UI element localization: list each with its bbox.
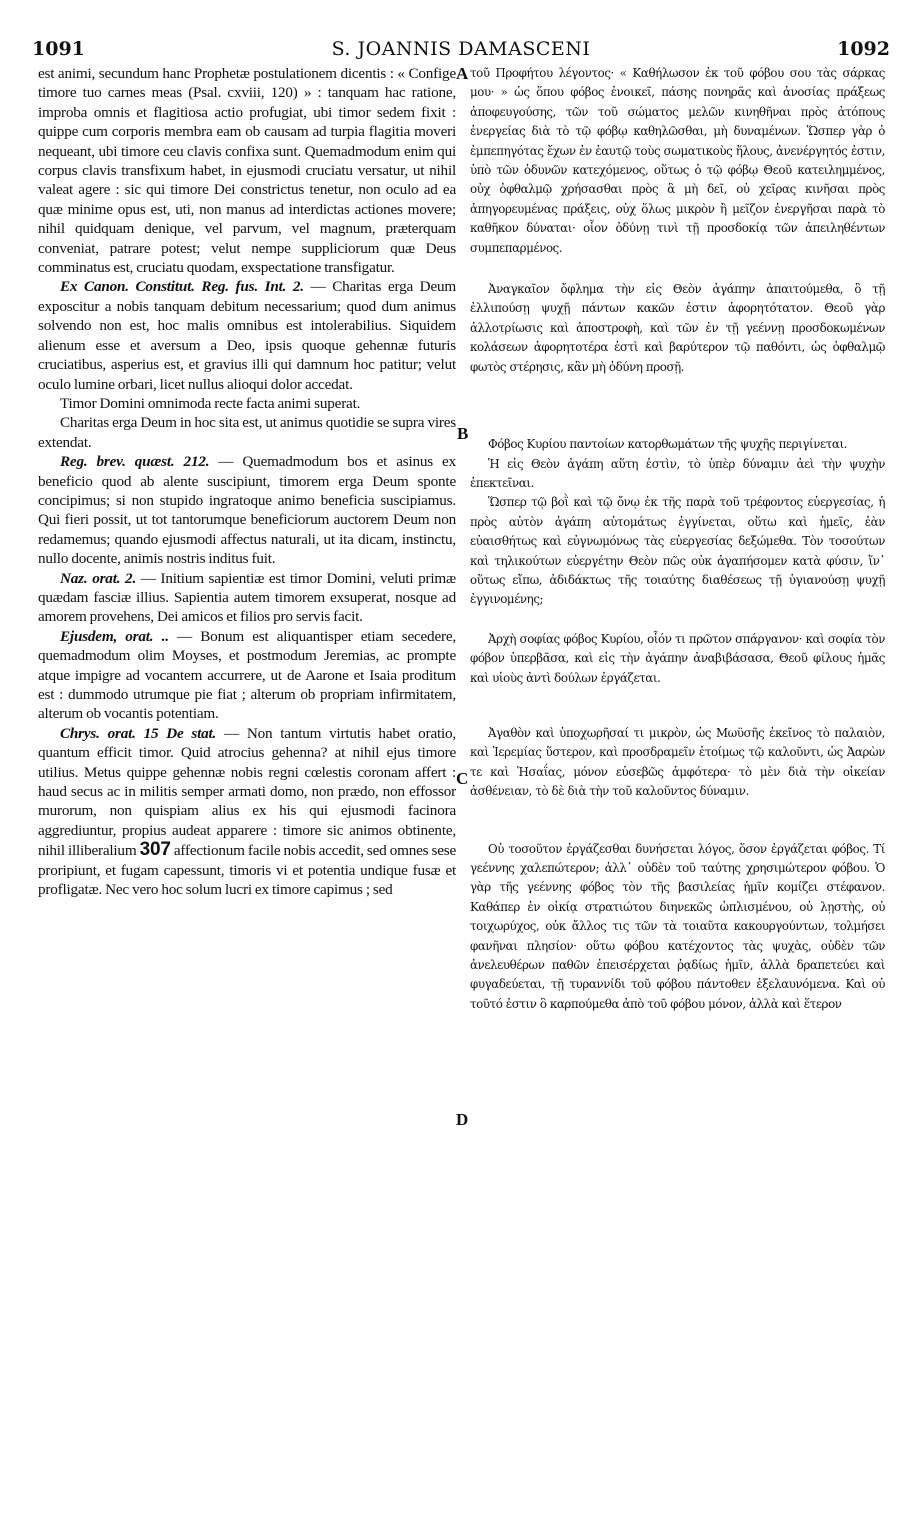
greek-paragraph: Ἀρχὴ σοφίας φόβος Κυρίου, οἷόν τι πρῶτον σπάργανον· καὶ σοφία τὸν φόβον ὑπερβᾶσα, καὶ εἰς τὴν ἀγάπην ἀναβιβάσασα, Θεοῦ φίλους ἡμᾶς καὶ υἱοὺς ἀντὶ δούλων ἐργάζεται. — [470, 631, 885, 685]
section-marker-d: D — [456, 1110, 469, 1129]
running-title: S. JOANNIS DAMASCENI — [331, 38, 591, 60]
greek-column — [470, 64, 885, 1534]
greek-paragraph: Ἀναγκαῖον ὄφλημα τὴν εἰς Θεὸν ἀγάπην ἀπαιτούμεθα, ὃ τῇ ἐλλιπούσῃ ψυχῇ πάντων κακῶν ἐστιν ἀφορητότατον. Θεοῦ γὰρ ἀλλοτρίωσις καὶ ἀποστροφὴ, καὶ τῶν ἐν τῇ γεέννῃ προσδοκωμένων κολάσεων ἀφορητοτέρα ἐστὶ καὶ βαρύτερον τῷ παθόντι, ὡς ὀφθαλμῷ φωτὸς στέρησις, κἂν μὴ ὀδύνη προσῇ. — [470, 282, 885, 374]
left-page-number: 1091 — [32, 38, 85, 60]
greek-paragraph: Οὐ τοσοῦτον ἐργάζεσθαι δυνήσεται λόγος, ὅσον ἐργάζεται φόβος. Τί γεέννης χαλεπώτερον; ἀλλ᾽ οὐδὲν τοῦ ταύτης χρησιμώτερον φόβου. Ὁ γὰρ τῆς γεέννης φόβος τὸν τῆς βασιλείας ἡμῖν κομίζει στέφανον. Καθάπερ ἐν οἰκίᾳ στρατιώτου διηνεκῶς ὡπλισμένου, οὐ λῃστὴς, οὐ τοιχωρύχος, οὐκ ἄλλος τις τῶν τὰ τοιαῦτα κακουργούντων, τολμήσει φανῆναι πλησίον· οὕτω φόβου κατέχοντος τὰς ψυχὰς, οὐδὲν τῶν ἀνελευθέρων παθῶν ἐπεισέρχεται ῥᾳδίως ἡμῖν, ἀλλὰ δραπετεύει καὶ φυγαδεύεται, τῇ τυραννίδι τοῦ φόβου πάντοθεν ἐξελαυνόμενα. Καὶ οὐ τοῦτό ἐστιν ὃ καρπούμεθα ἀπὸ τοῦ φόβου μόνον, ἀλλὰ καὶ ἕτερον — [470, 841, 885, 1011]
greek-paragraph: τοῦ Προφήτου λέγοντος· « Καθήλωσον ἐκ τοῦ φόβου σου τὰς σάρκας μου· » ὡς ὅπου φόβος ἐνοικεῖ, πάσης πονηρᾶς καὶ ἀνοσίας πράξεως ἀποφευγούσης, τῶν τοῦ σώματος μελῶν κινηθῆναι πρὸς ἀτόπους ἐνεργείας διὰ τὸ τῷ φόβῳ καθηλῶσθαι, μὴ δυναμένων. Ὥσπερ γὰρ ὁ ἐμπεπηγότας ἔχων ἐν ἑαυτῷ τοὺς σωματικοὺς ἥλους, ἀνενέργητός ἐστιν, ὑπὸ τῶν ὀδυνῶν κατεχόμενος, οὕτως ὁ τῷ φόβῳ Θεοῦ κατειλημμένος, οὐχ ὀφθαλμῷ χρήσασθαι πρὸς ἃ μὴ δεῖ, οὐ χεῖρας κινῆσαι πρὸς ἀπηγορευμένας πράξεις, οὐχ ὅλως μικρὸν ἢ μεῖζον ἐνεργῆσαι παρὰ τὸ καθῆκον δύναται· οἷον ὀδύνῃ τινὶ τῇ προσδοκίᾳ τῶν ἀπειληθέντων συμπεπαρμένος. — [470, 66, 885, 255]
latin-paragraph: Timor Domini omnimoda recte facta animi superat. — [60, 394, 361, 412]
latin-paragraph: Chrys. orat. 15 De stat. — Non tantum virtutis habet oratio, quantum efficit timor. Quid atrocius gehenna? at nihil ejus timore utilius. Metus quippe gehennæ nobis regni cœlestis coronam affert : haud secus ac in militis semper armati domo, non prædo, non effossor murorum, non quispiam alius ex his qui ejusmodi facinora aggrediuntur, propius audeat apparere : timore sic animos obtinente, nihil illiberalium 307 affectionum facile nobis accedit, sed omnes sese proripiunt, et fugam capessunt, timoris vi et potentia undique fusæ et profligatæ. Nec vero hoc solum lucri ex timore capimus ; sed — [38, 724, 456, 899]
section-marker-b: B — [457, 424, 469, 443]
latin-paragraph: Ex Canon. Constitut. Reg. fus. Int. 2. — Charitas erga Deum exposcitur a nobis tanquam debitum necessarium; quod dum animus solvendo non est, hoc malis omnibus est intolerabilius. Siquidem alienum esse et aversum a Deo, ipsis quoque gehennæ futuris cruciatibus, asperius est, et gravius illi qui damnum hoc patitur; velut oculo lumine orbari, licet nullus alioqui dolor accedat. — [38, 278, 456, 393]
greek-paragraph: Φόβος Κυρίου παντοίων κατορθωμάτων τῆς ψυχῆς περιγίνεται. — [488, 437, 848, 452]
source-citation: Chrys. orat. 15 De stat. — [60, 724, 217, 742]
greek-paragraph: Ἀγαθὸν καὶ ὑποχωρῆσαί τι μικρὸν, ὡς Μωϋσῆς ἐκεῖνος τὸ παλαιὸν, καὶ Ἱερεμίας ὕστερον, καὶ προσδραμεῖν ἑτοίμως τῷ καλοῦντι, ὡς Ἀαρὼν τε καὶ Ἡσαΐας, μόνον εὐσεβῶς ἀμφότερα· τὸ μὲν διὰ τὴν οἰκείαν ἀσθένειαν, τὸ δὲ διὰ τὴν τοῦ καλοῦντος δύναμιν. — [470, 725, 885, 799]
page-header — [0, 0, 922, 62]
latin-paragraph: Ejusdem, orat. .. — Bonum est aliquantisper etiam secedere, quemadmodum olim Moyses, et postmodum Jeremias, ac prompte atque impigre ad vocantem accurrere, ut de Aarone et Isaia proditum est : dummodo utrumque pie fiat ; alterum ob propriam infirmitatem, alterum ob vocantis potentiam. — [38, 627, 456, 723]
latin-column — [38, 64, 456, 1534]
source-citation: Ejusdem, orat. .. — [60, 627, 169, 645]
greek-paragraph: Ἡ εἰς Θεὸν ἀγάπη αὕτη ἐστὶν, τὸ ὑπὲρ δύναμιν ἀεὶ τὴν ψυχὴν ἐπεκτεῖναι. — [470, 456, 885, 490]
greek-paragraph: Ὥσπερ τῷ βοῒ καὶ τῷ ὄνῳ ἐκ τῆς παρὰ τοῦ τρέφοντος εὐεργεσίας, ἡ πρὸς αὐτὸν ἀγάπη αὐτομάτως ἐγγίνεται, οὕτω καὶ ἡμεῖς, ἐὰν εὐαισθήτως καὶ εὐγνωμόνως τὰς εὐεργεσίας δεξώμεθα. Τὸν τοσούτων καὶ τηλικούτων εὐεργέτην Θεὸν πῶς οὐκ ἀγαπήσομεν κατὰ φύσιν, ἵν᾽ οὕτως εἴπω, ἀδιδάκτως τῆς τοιαύτης διαθέσεως τῇ ὑγιανούσῃ ψυχῇ ἐγγινομένης; — [470, 495, 885, 607]
column-number: 307 — [139, 839, 171, 861]
source-citation: Reg. brev. quæst. 212. — [60, 453, 210, 471]
latin-paragraph: Reg. brev. quæst. 212. — Quemadmodum bos et asinus ex beneficio quod ab alente suscipiunt, timorem erga Deum sponte concipimus; si non stupido ingratoque animo beneficia suscipiamus. Qui fieri possit, ut tot tantorumque beneficiorum auctorem Deum non redamemus; quando ejusmodi affectus naturali, ut ita dicam, instinctu, nullo docente, animis nostris inditus fuit. — [38, 453, 456, 568]
latin-paragraph: Charitas erga Deum in hoc sita est, ut animus quotidie se supra vires extendat. — [38, 414, 456, 451]
latin-paragraph: Naz. orat. 2. — Initium sapientiæ est timor Domini, veluti primæ quædam fasciæ illius. Sapientia autem timorem exsuperat, nosque ad amorem provehens, Dei amicos et filios pro servis facit. — [38, 569, 456, 626]
right-page-number: 1092 — [837, 38, 890, 60]
latin-paragraph: est animi, secundum hanc Prophetæ postulationem dicentis : « Confige timore tuo carnes meas (Psal. cxviii, 120) » : tanquam hac ratione, improba omnis et flagitiosa actio profugiat, ubi timor sedem fixit : quippe cum corporis membra eam ob causam ad turpia flagitia moveri nequeant, ubi timore ceu clavis confixa sunt. Quemadmodum enim qui corpus clavis transfixum habet, in ejusmodi cruciatu versatur, ut nihil valeat agere : sic qui timore Dei constrictus tenetur, non oculo ad ea quæ minime opus est, uti, non manus ad interdictas actiones movere; nihil quidquam denique, vel parvum, vel magnum, præterquam conveniat, patrare potest; velut nempe suppliciorum quæ Deus comminatus est, cruciatu quodam, exspectatione transfigatur. — [38, 65, 456, 277]
source-citation: Ex Canon. Constitut. Reg. fus. Int. 2. — [60, 278, 304, 296]
section-marker-a: A — [456, 64, 469, 83]
source-citation: Naz. orat. 2. — [60, 569, 137, 587]
section-marker-c: C — [456, 769, 469, 788]
